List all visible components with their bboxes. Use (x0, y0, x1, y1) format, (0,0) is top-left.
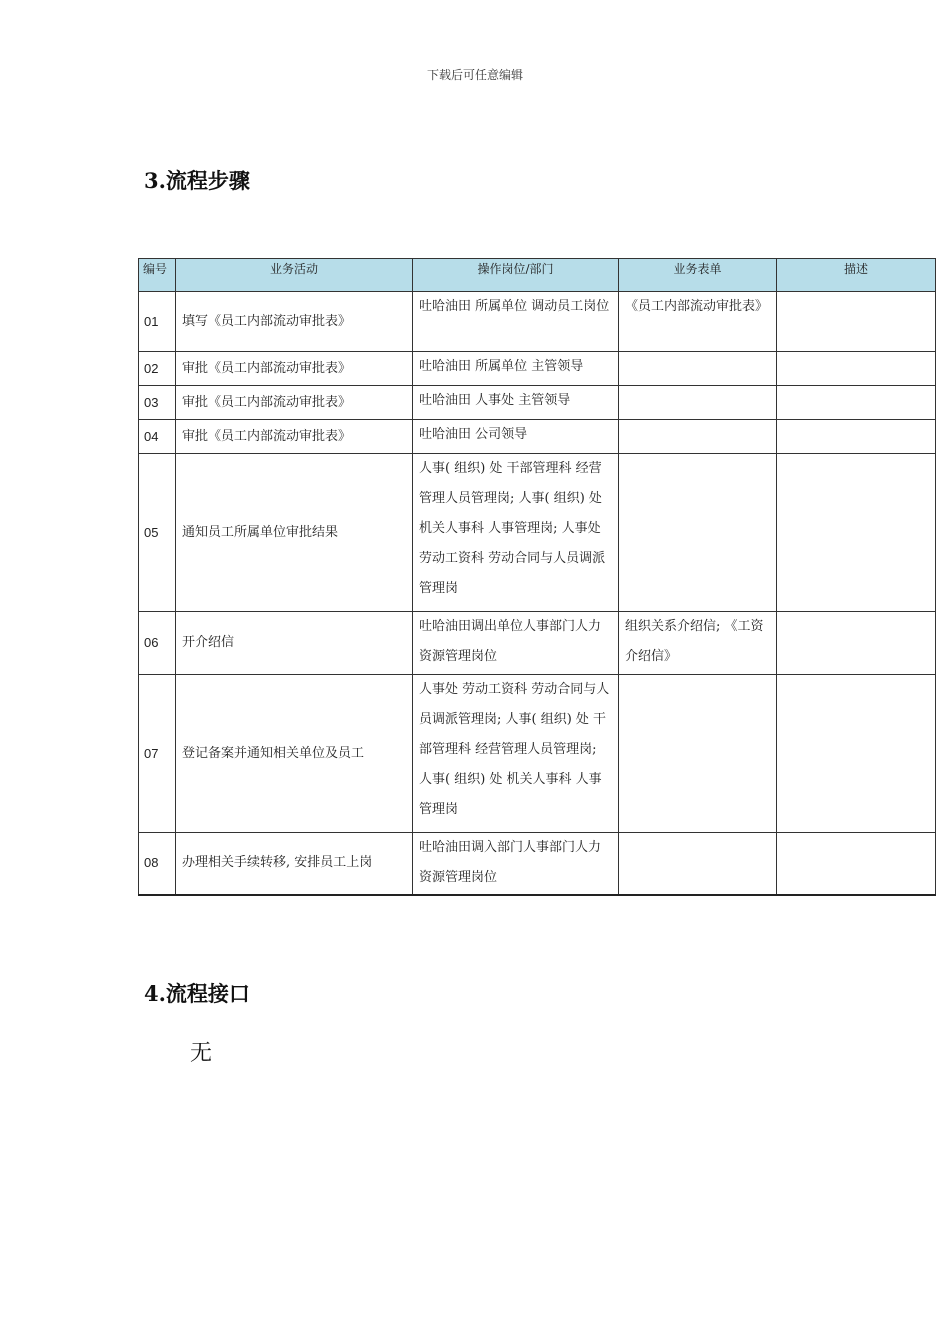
step-description (777, 675, 936, 833)
column-header-form: 业务表单 (619, 259, 777, 292)
step-description (777, 420, 936, 454)
step-description (777, 386, 936, 420)
table-header-row (139, 259, 936, 292)
step-activity: 审批《员工内部流动审批表》 (176, 420, 413, 454)
step-number: 01 (139, 292, 176, 352)
step-description (777, 833, 936, 895)
table-row (139, 386, 936, 420)
step-form (619, 352, 777, 386)
step-number: 05 (139, 454, 176, 612)
step-activity: 登记备案并通知相关单位及员工 (176, 675, 413, 833)
step-role: 吐哈油田调入部门人事部门人力资源管理岗位 (413, 833, 619, 895)
step-number: 08 (139, 833, 176, 895)
step-activity: 审批《员工内部流动审批表》 (176, 386, 413, 420)
table-row (139, 292, 936, 352)
step-role: 人事( 组织) 处 干部管理科 经营管理人员管理岗; 人事( 组织) 处 机关人事科 人事管理岗; 人事处 劳动工资科 劳动合同与人员调派管理岗 (413, 454, 619, 612)
table-row (139, 420, 936, 454)
step-form: 组织关系介绍信; 《工资介绍信》 (619, 612, 777, 675)
column-header-number: 编号 (139, 259, 176, 292)
step-role: 吐哈油田 所属单位 调动员工岗位 (413, 292, 619, 352)
column-header-description: 描述 (777, 259, 936, 292)
step-activity: 审批《员工内部流动审批表》 (176, 352, 413, 386)
step-number: 02 (139, 352, 176, 386)
step-number: 07 (139, 675, 176, 833)
page-header-note: 下载后可任意编辑 (426, 68, 523, 82)
step-number: 06 (139, 612, 176, 675)
step-activity: 办理相关手续转移, 安排员工上岗 (176, 833, 413, 895)
step-form (619, 833, 777, 895)
step-number: 03 (139, 386, 176, 420)
step-activity: 开介绍信 (176, 612, 413, 675)
table-row (139, 833, 936, 895)
step-role: 吐哈油田 所属单位 主管领导 (413, 352, 619, 386)
step-form (619, 386, 777, 420)
step-form (619, 675, 777, 833)
section-title-process-interface: 4.流程接口 (144, 981, 250, 1006)
table-row (139, 454, 936, 612)
section-title-process-steps: 3.流程步骤 (144, 168, 250, 193)
step-role: 吐哈油田 人事处 主管领导 (413, 386, 619, 420)
step-role: 吐哈油田 公司领导 (413, 420, 619, 454)
step-description (777, 612, 936, 675)
step-form: 《员工内部流动审批表》 (619, 292, 777, 352)
table-row (139, 612, 936, 675)
table-row (139, 352, 936, 386)
step-role: 吐哈油田调出单位人事部门人力资源管理岗位 (413, 612, 619, 675)
column-header-activity: 业务活动 (176, 259, 413, 292)
step-number: 04 (139, 420, 176, 454)
column-header-role: 操作岗位/部门 (413, 259, 619, 292)
step-activity: 填写《员工内部流动审批表》 (176, 292, 413, 352)
table-row (139, 675, 936, 833)
step-role: 人事处 劳动工资科 劳动合同与人员调派管理岗; 人事( 组织) 处 干部管理科 经营管理人员管理岗; 人事( 组织) 处 机关人事科 人事管理岗 (413, 675, 619, 833)
process-steps-table (138, 258, 936, 896)
step-description (777, 292, 936, 352)
section-body-text: 无 (190, 1041, 213, 1066)
step-form (619, 454, 777, 612)
step-activity: 通知员工所属单位审批结果 (176, 454, 413, 612)
step-description (777, 454, 936, 612)
step-form (619, 420, 777, 454)
step-description (777, 352, 936, 386)
